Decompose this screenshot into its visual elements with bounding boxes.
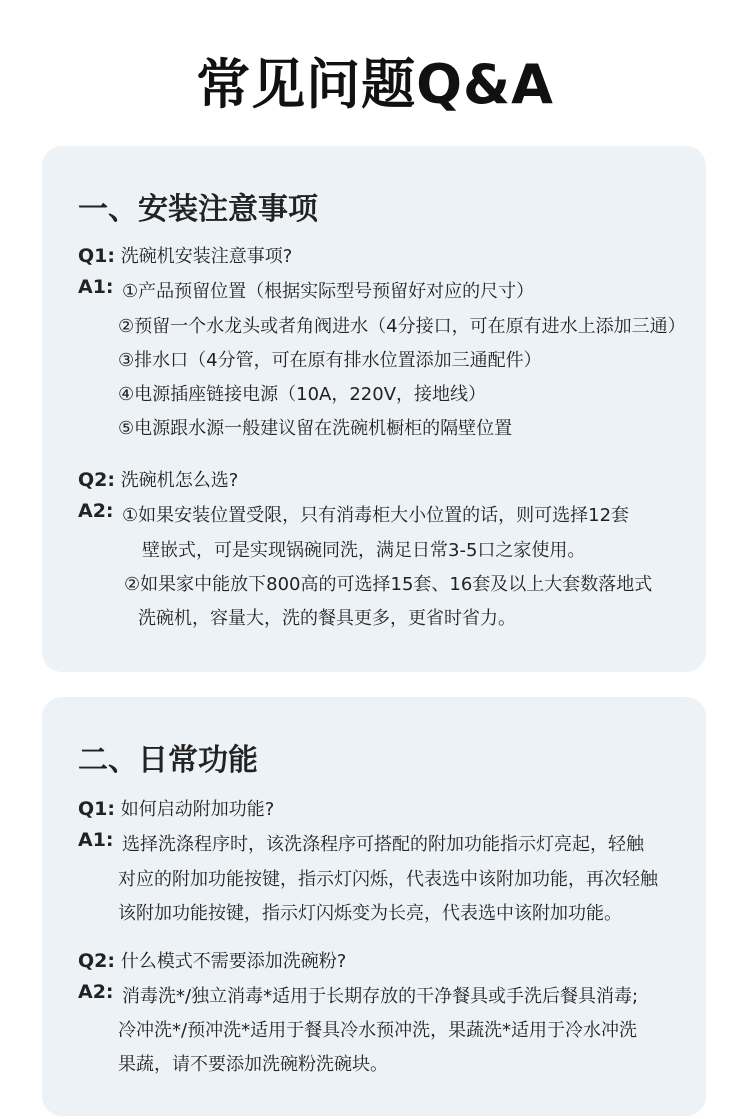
answer-line: ⑤电源跟水源一般建议留在洗碗机橱柜的隔壁位置 bbox=[118, 418, 513, 439]
answer-line: ③排水口（4分管，可在原有排水位置添加三通配件） bbox=[118, 350, 542, 371]
question-2 bbox=[78, 947, 346, 973]
answer-line: 消毒洗*/独立消毒*适用于长期存放的干净餐具或手洗后餐具消毒; bbox=[122, 986, 639, 1007]
answer-label: A1: bbox=[78, 276, 114, 298]
question-1 bbox=[78, 795, 274, 821]
section-heading: 一、安装注意事项 bbox=[78, 192, 318, 227]
answer-line: ①如果安装位置受限，只有消毒柜大小位置的话，则可选择12套 bbox=[122, 505, 630, 526]
section-heading: 二、日常功能 bbox=[78, 743, 258, 778]
answer-line: 洗碗机，容量大，洗的餐具更多，更省时省力。 bbox=[138, 608, 516, 629]
answer-label: A1: bbox=[78, 829, 114, 851]
question-1 bbox=[78, 242, 292, 268]
faq-card-installation bbox=[42, 146, 706, 672]
answer-line: 果蔬，请不要添加洗碗粉洗碗块。 bbox=[118, 1054, 388, 1075]
answer-line: 冷冲洗*/预冲洗*适用于餐具冷水预冲洗，果蔬洗*适用于冷水冲洗 bbox=[118, 1020, 638, 1041]
answer-line: 该附加功能按键，指示灯闪烁变为长亮，代表选中该附加功能。 bbox=[118, 903, 622, 924]
question-label: Q1: bbox=[78, 798, 115, 820]
answer-label: A2: bbox=[78, 500, 114, 522]
answer-line: 对应的附加功能按键，指示灯闪烁，代表选中该附加功能，再次轻触 bbox=[118, 869, 658, 890]
answer-line: 选择洗涤程序时，该洗涤程序可搭配的附加功能指示灯亮起，轻触 bbox=[122, 834, 644, 855]
answer-line: ④电源插座链接电源（10A，220V，接地线） bbox=[118, 384, 487, 405]
answer-line: ①产品预留位置（根据实际型号预留好对应的尺寸） bbox=[122, 281, 535, 302]
question-text: 洗碗机安装注意事项? bbox=[120, 246, 293, 267]
faq-card-daily-functions bbox=[42, 697, 706, 1116]
answer-line: ②预留一个水龙头或者角阀进水（4分接口，可在原有进水上添加三通） bbox=[118, 316, 686, 337]
answer-line: ②如果家中能放下800高的可选择15套、16套及以上大套数落地式 bbox=[124, 574, 653, 595]
question-text: 什么模式不需要添加洗碗粉? bbox=[120, 951, 347, 972]
answer-line: 壁嵌式，可是实现锅碗同洗，满足日常3-5口之家使用。 bbox=[142, 540, 586, 561]
question-label: Q2: bbox=[78, 950, 115, 972]
question-text: 如何启动附加功能? bbox=[120, 799, 275, 820]
question-label: Q1: bbox=[78, 245, 115, 267]
question-text: 洗碗机怎么选? bbox=[120, 470, 239, 491]
question-label: Q2: bbox=[78, 469, 115, 491]
question-2 bbox=[78, 466, 238, 492]
page-title: 常见问题Q&A bbox=[196, 53, 554, 116]
answer-label: A2: bbox=[78, 981, 114, 1003]
